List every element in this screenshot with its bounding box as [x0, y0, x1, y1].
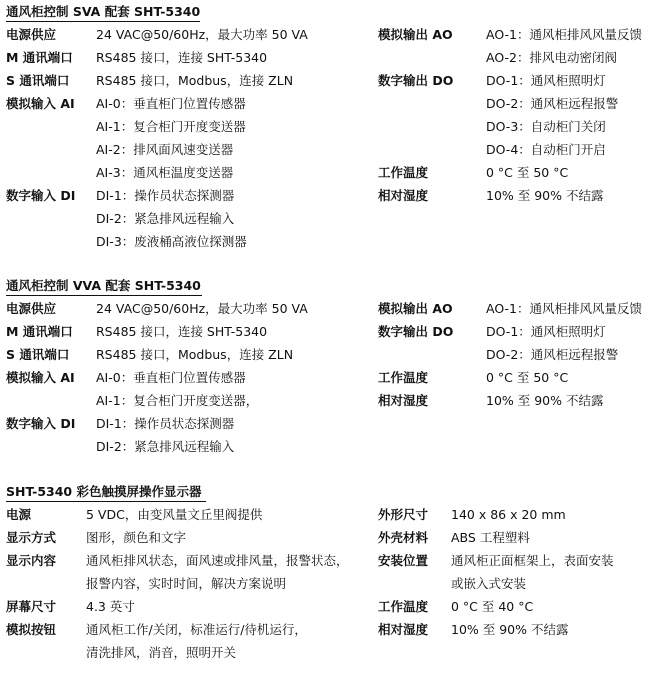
spec-value: DI-2：紧急排风远程输入 [96, 211, 235, 226]
section-title: SHT-5340 彩色触摸屏操作显示器 [6, 484, 202, 499]
spec-label: 电源供应 [6, 301, 57, 316]
spec-value: 0 °C 至 50 °C [486, 165, 569, 180]
spec-value: 10% 至 90% 不结露 [451, 622, 569, 637]
spec-value: DI-2：紧急排风远程输入 [96, 439, 235, 454]
spec-label: 相对湿度 [378, 622, 429, 637]
spec-value: RS485 接口，Modbus，连接 ZLN [96, 347, 294, 362]
spec-value: DO-1：通风柜照明灯 [486, 324, 606, 339]
section-title-underline [6, 295, 202, 296]
spec-value: RS485 接口，Modbus，连接 ZLN [96, 73, 294, 88]
spec-value: AI-0：垂直柜门位置传感器 [96, 370, 246, 385]
spec-value: DO-2：通风柜远程报警 [486, 347, 619, 362]
spec-value: 通风柜正面框架上，表面安装 [451, 553, 614, 568]
spec-value: AI-1：复合柜门开度变送器， [96, 393, 259, 408]
spec-label: 数字输出 DO [378, 73, 454, 88]
spec-value: AO-1：通风柜排风风量反馈 [486, 27, 642, 42]
spec-value: 0 °C 至 40 °C [451, 599, 534, 614]
spec-label: 模拟按钮 [6, 622, 57, 637]
section-title: 通风柜控制 SVA 配套 SHT-5340 [6, 4, 201, 19]
spec-value: RS485 接口，连接 SHT-5340 [96, 50, 268, 65]
spec-label: 模拟输入 AI [6, 370, 75, 385]
spec-value: 或嵌入式安装 [451, 576, 527, 591]
spec-value: 24 VAC@50/60Hz，最大功率 50 VA [96, 27, 308, 42]
section-title-underline [6, 501, 206, 502]
spec-value: 140 x 86 x 20 mm [451, 507, 566, 522]
spec-label: S 通讯端口 [6, 73, 70, 88]
spec-value: 通风柜排风状态，面风速或排风量，报警状态， [86, 553, 349, 568]
spec-label: S 通讯端口 [6, 347, 70, 362]
section-title-underline [6, 21, 200, 22]
spec-value: 通风柜工作/关闭，标准运行/待机运行， [86, 622, 307, 637]
spec-label: 屏幕尺寸 [6, 599, 57, 614]
spec-value: AO-1：通风柜排风风量反馈 [486, 301, 642, 316]
spec-value: DO-3：自动柜门关闭 [486, 119, 606, 134]
spec-label: M 通讯端口 [6, 324, 73, 339]
spec-value: 清洗排风，消音，照明开关 [86, 645, 237, 660]
spec-label: 显示方式 [6, 530, 57, 545]
spec-label: 安装位置 [378, 553, 429, 568]
spec-value: DI-1：操作员状态探测器 [96, 416, 235, 431]
spec-label: 相对湿度 [378, 393, 429, 408]
spec-label: M 通讯端口 [6, 50, 73, 65]
spec-label: 数字输入 DI [6, 416, 76, 431]
spec-value: 图形，颜色和文字 [86, 530, 187, 545]
spec-value: 0 °C 至 50 °C [486, 370, 569, 385]
spec-value: DI-3：废液桶高液位探测器 [96, 234, 247, 249]
spec-value: AI-2：排风面风速变送器 [96, 142, 234, 157]
spec-value: DO-2：通风柜远程报警 [486, 96, 619, 111]
spec-value: AI-0：垂直柜门位置传感器 [96, 96, 246, 111]
spec-value: 10% 至 90% 不结露 [486, 188, 604, 203]
spec-value: 报警内容，实时时间，解决方案说明 [86, 576, 287, 591]
spec-value: DI-1：操作员状态探测器 [96, 188, 235, 203]
spec-value: DO-4：自动柜门开启 [486, 142, 606, 157]
section-title: 通风柜控制 VVA 配套 SHT-5340 [6, 278, 201, 293]
spec-value: AI-3：通风柜温度变送器 [96, 165, 234, 180]
spec-label: 工作温度 [378, 165, 429, 180]
spec-label: 模拟输出 AO [378, 27, 453, 42]
spec-label: 数字输入 DI [6, 188, 76, 203]
spec-label: 相对湿度 [378, 188, 429, 203]
spec-label: 模拟输入 AI [6, 96, 75, 111]
spec-value: DO-1：通风柜照明灯 [486, 73, 606, 88]
spec-value: 24 VAC@50/60Hz，最大功率 50 VA [96, 301, 308, 316]
spec-label: 外壳材料 [378, 530, 429, 545]
spec-label: 外形尺寸 [378, 507, 429, 522]
spec-value: 5 VDC，由变风量文丘里阀提供 [86, 507, 263, 522]
spec-label: 工作温度 [378, 370, 429, 385]
spec-value: 4.3 英寸 [86, 599, 135, 614]
spec-value: 10% 至 90% 不结露 [486, 393, 604, 408]
spec-value: AI-1：复合柜门开度变送器 [96, 119, 246, 134]
spec-value: RS485 接口，连接 SHT-5340 [96, 324, 268, 339]
spec-label: 数字输出 DO [378, 324, 454, 339]
spec-label: 工作温度 [378, 599, 429, 614]
spec-label: 电源 [6, 507, 32, 522]
spec-label: 电源供应 [6, 27, 57, 42]
spec-label: 模拟输出 AO [378, 301, 453, 316]
spec-value: ABS 工程塑料 [451, 530, 530, 545]
spec-label: 显示内容 [6, 553, 57, 568]
spec-value: AO-2：排风电动密闭阀 [486, 50, 617, 65]
